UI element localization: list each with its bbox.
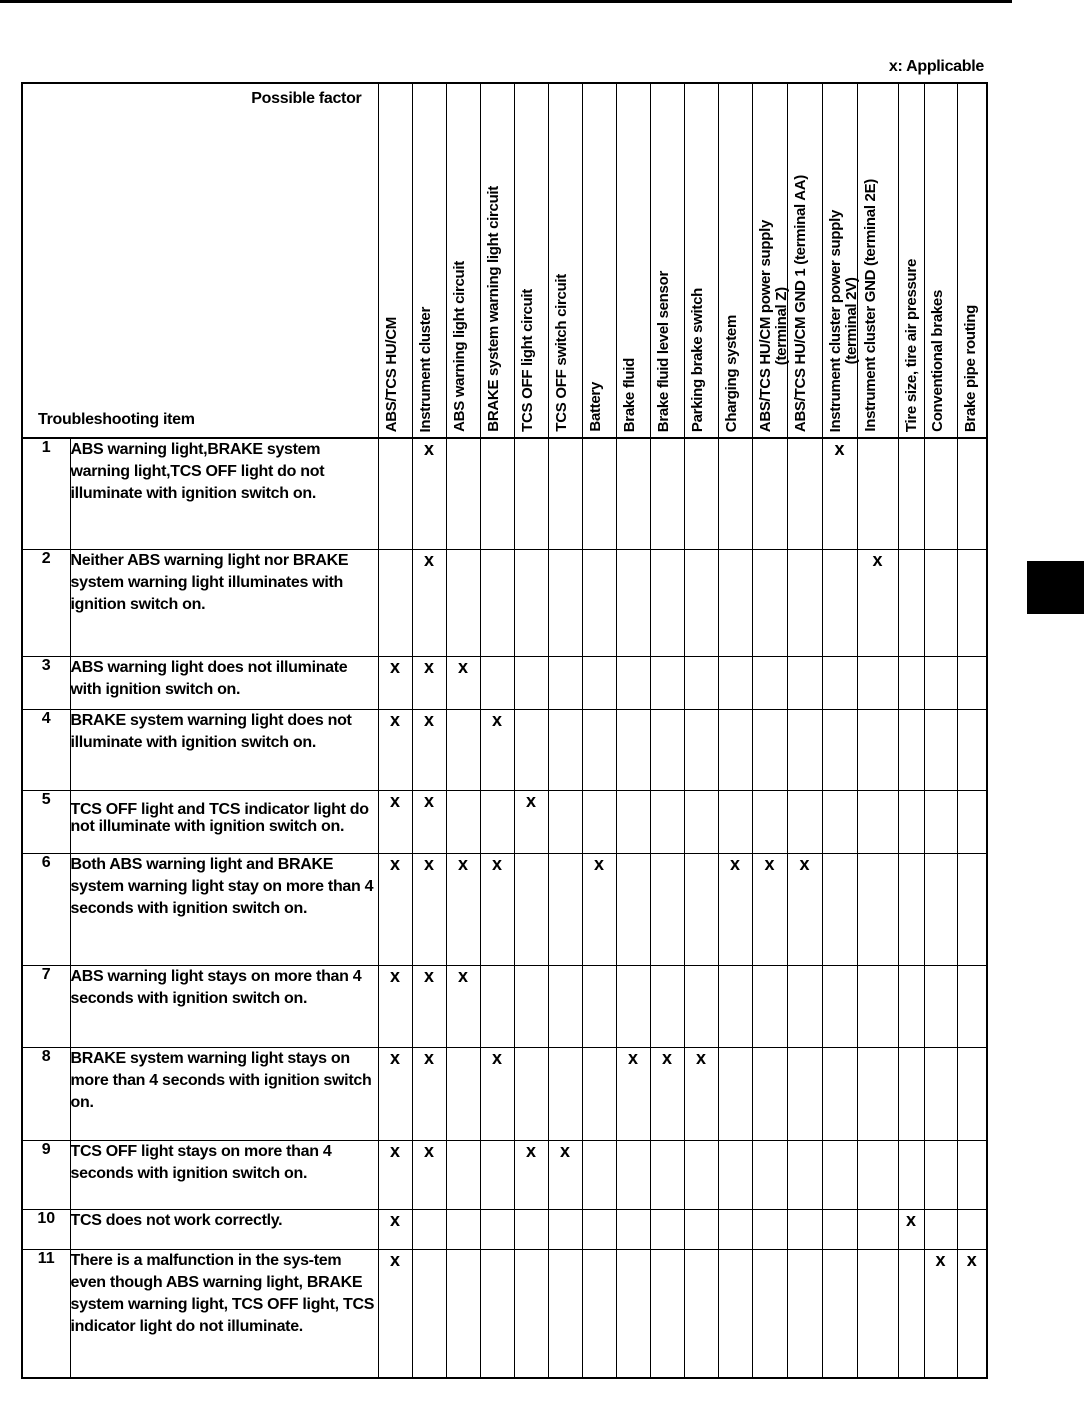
applicable-mark-cell [684,549,718,656]
applicable-mark-cell: x [514,790,548,853]
factor-label: ABS warning light circuit [450,261,468,432]
factor-header-11 [718,83,752,438]
applicable-mark-cell [822,853,857,965]
applicable-mark-cell [548,1209,582,1249]
applicable-mark-cell [616,1140,650,1209]
applicable-mark-cell [752,1249,787,1378]
applicable-mark-cell: x [684,1047,718,1140]
applicable-mark-cell [616,965,650,1047]
applicable-mark-cell [752,709,787,790]
row-number: 8 [22,1047,70,1140]
applicable-mark-cell: x [446,656,480,709]
applicable-mark-cell [616,1249,650,1378]
applicable-mark-cell [718,1047,752,1140]
applicable-mark-cell: x [480,853,514,965]
applicable-mark-cell [957,790,987,853]
applicable-mark-cell [684,1249,718,1378]
applicable-mark-cell: x [378,656,412,709]
factor-header-row [22,83,987,438]
factor-header-3 [446,83,480,438]
applicable-mark-cell [650,1249,684,1378]
applicable-mark-cell [548,790,582,853]
applicable-mark-cell: x [412,790,446,853]
applicable-mark-cell: x [957,1249,987,1378]
applicable-mark-cell [718,1140,752,1209]
troubleshooting-item-text: ABS warning light,BRAKE system warning light,TCS OFF light do not illuminate with ignition switch on. [70,438,378,549]
applicable-mark-cell [924,1209,957,1249]
troubleshooting-item-text: ABS warning light does not illuminate with ignition switch on. [70,656,378,709]
applicable-mark-cell: x [378,1249,412,1378]
possible-factor-label: Possible factor [251,90,362,107]
applicable-mark-cell [924,853,957,965]
applicable-mark-cell: x [898,1209,924,1249]
applicable-mark-cell [718,438,752,549]
applicable-mark-cell [957,438,987,549]
applicable-mark-cell [480,656,514,709]
factor-label: TCS OFF switch circuit [552,274,570,432]
applicable-mark-cell [898,1047,924,1140]
applicable-mark-cell [480,1140,514,1209]
factor-label: Brake fluid [620,357,638,432]
table-row [22,438,987,549]
factor-header-17 [924,83,957,438]
factor-header-12 [752,83,790,438]
applicable-mark-cell [548,1047,582,1140]
applicable-mark-cell [718,709,752,790]
applicable-mark-cell [822,709,857,790]
applicable-mark-cell: x [548,1140,582,1209]
applicable-mark-cell [514,853,548,965]
applicable-mark-cell [548,1249,582,1378]
applicable-mark-cell [857,438,898,549]
row-number: 3 [22,656,70,709]
applicable-mark-cell [924,790,957,853]
factor-label: ABS/TCS HU/CM [382,316,400,432]
applicable-mark-cell [480,790,514,853]
applicable-mark-cell: x [378,1047,412,1140]
applicable-mark-cell [857,1140,898,1209]
applicable-mark-cell [718,549,752,656]
row-number: 2 [22,549,70,656]
table-row [22,965,987,1047]
applicable-mark-cell [898,965,924,1047]
factor-header-9 [650,83,684,438]
applicable-mark-cell [480,965,514,1047]
applicable-mark-cell [924,438,957,549]
applicable-mark-cell [582,549,616,656]
applicable-mark-cell [650,549,684,656]
applicable-mark-cell [446,438,480,549]
header-corner-cell [22,83,378,438]
applicable-mark-cell [514,438,548,549]
applicable-mark-cell [412,1209,446,1249]
applicable-mark-cell [650,709,684,790]
table-row [22,1140,987,1209]
applicable-mark-cell [752,1209,787,1249]
applicable-mark-cell [616,790,650,853]
table-row [22,1209,987,1249]
applicable-mark-cell: x [378,709,412,790]
applicable-mark-cell: x [378,965,412,1047]
applicable-mark-cell [378,438,412,549]
applicable-mark-cell [514,549,548,656]
applicable-mark-cell: x [480,1047,514,1140]
table-row [22,790,987,853]
applicable-mark-cell [857,790,898,853]
applicable-mark-cell [480,438,514,549]
table-row [22,1249,987,1378]
applicable-mark-cell [898,709,924,790]
applicable-mark-cell [616,853,650,965]
applicable-mark-cell [752,1140,787,1209]
troubleshooting-item-text: BRAKE system warning light stays on more than 4 seconds with ignition switch on. [70,1047,378,1140]
applicable-mark-cell [650,853,684,965]
factor-label: TCS OFF light circuit [518,289,536,432]
applicable-mark-cell: x [857,549,898,656]
applicable-mark-cell: x [412,709,446,790]
factor-header-10 [684,83,718,438]
applicable-mark-cell [684,853,718,965]
table-row [22,549,987,656]
applicable-mark-cell [752,549,787,656]
applicable-mark-cell [548,709,582,790]
applicable-mark-cell [582,709,616,790]
factor-header-13 [787,83,822,438]
applicable-mark-cell [514,709,548,790]
factor-label: Charging system [722,314,740,432]
row-number: 11 [22,1249,70,1378]
applicable-mark-cell: x [412,1047,446,1140]
factor-header-7 [582,83,616,438]
row-number: 10 [22,1209,70,1249]
applicable-mark-cell [924,549,957,656]
applicable-mark-cell [957,709,987,790]
applicable-mark-cell [548,656,582,709]
applicable-mark-cell [787,709,822,790]
applicable-mark-cell [616,549,650,656]
applicable-mark-cell [446,1209,480,1249]
applicable-mark-cell [787,1249,822,1378]
troubleshooting-item-text: TCS OFF light and TCS indicator light do not illuminate with ignition switch on. [70,790,378,853]
applicable-mark-cell [822,965,857,1047]
applicable-mark-cell: x [650,1047,684,1140]
applicable-mark-cell: x [412,438,446,549]
factor-label: Brake fluid level sensor [654,270,672,432]
applicable-mark-cell [582,965,616,1047]
factor-label: BRAKE system warning light circuit [484,186,502,432]
applicable-mark-cell [446,1047,480,1140]
applicable-mark-cell [650,656,684,709]
applicable-mark-cell [684,1140,718,1209]
applicable-mark-cell [857,1249,898,1378]
applicable-mark-cell [616,656,650,709]
applicable-mark-cell [446,1140,480,1209]
applicable-mark-cell [822,1249,857,1378]
applicable-mark-cell [650,1209,684,1249]
applicable-mark-cell: x [446,853,480,965]
applicable-mark-cell [718,965,752,1047]
factor-header-14 [822,83,860,438]
factor-header-4 [480,83,514,438]
factor-label: Instrument cluster GND (terminal 2E) [861,179,879,432]
applicable-mark-cell [857,1047,898,1140]
applicable-mark-cell [582,656,616,709]
applicable-mark-cell [787,1209,822,1249]
applicable-mark-cell [957,853,987,965]
factor-label: ABS/TCS HU/CM power supply (terminal Z) [756,219,790,432]
applicable-mark-cell [480,1209,514,1249]
applicable-mark-cell [514,656,548,709]
applicable-mark-cell: x [378,790,412,853]
applicable-mark-cell [924,1140,957,1209]
applicable-mark-cell [898,1140,924,1209]
table-row [22,656,987,709]
applicable-mark-cell [718,656,752,709]
factor-label: Instrument cluster [416,306,434,432]
applicable-mark-cell: x [378,1209,412,1249]
applicable-mark-cell [684,965,718,1047]
applicable-mark-cell [857,656,898,709]
applicable-mark-cell: x [787,853,822,965]
applicable-mark-cell [480,1249,514,1378]
factor-header-8 [616,83,650,438]
factor-header-6 [548,83,582,438]
row-number: 6 [22,853,70,965]
applicable-mark-cell [957,656,987,709]
applicable-mark-cell [616,438,650,549]
applicable-mark-cell [924,1047,957,1140]
applicable-mark-cell [752,438,787,549]
applicable-mark-cell: x [412,965,446,1047]
applicable-mark-cell [957,965,987,1047]
applicable-mark-cell [582,1047,616,1140]
factor-label: ABS/TCS HU/CM GND 1 (terminal AA) [791,174,809,432]
applicable-mark-cell [582,438,616,549]
applicable-mark-cell [898,656,924,709]
troubleshooting-item-label: Troubleshooting item [38,411,195,428]
applicable-mark-cell [857,853,898,965]
applicable-mark-cell [957,549,987,656]
applicable-mark-cell [822,790,857,853]
factor-header-15 [857,83,898,438]
applicable-mark-cell [548,549,582,656]
troubleshooting-matrix [21,82,988,1379]
applicable-mark-cell [684,438,718,549]
applicable-mark-cell [582,790,616,853]
applicable-mark-cell: x [412,549,446,656]
applicable-mark-cell [446,549,480,656]
applicable-mark-cell [957,1140,987,1209]
factor-label: Brake pipe routing [961,304,979,432]
applicable-mark-cell [514,1209,548,1249]
applicable-mark-cell [650,1140,684,1209]
applicable-mark-cell [718,790,752,853]
factor-label: Battery [586,382,604,432]
applicable-mark-cell [548,853,582,965]
applicable-mark-cell [514,965,548,1047]
applicable-mark-cell [857,1209,898,1249]
table-row [22,709,987,790]
applicable-mark-cell [378,549,412,656]
row-number: 5 [22,790,70,853]
applicable-mark-cell [684,656,718,709]
applicable-mark-cell [650,965,684,1047]
applicable-mark-cell: x [412,656,446,709]
applicable-mark-cell [514,1249,548,1378]
applicable-mark-cell [718,1249,752,1378]
applicable-mark-cell [898,1249,924,1378]
table-row [22,853,987,965]
applicable-mark-cell: x [378,853,412,965]
applicable-mark-cell: x [924,1249,957,1378]
applicable-mark-cell [822,549,857,656]
applicable-mark-cell [582,1209,616,1249]
row-number: 1 [22,438,70,549]
factor-header-18 [957,83,987,438]
applicable-mark-cell [898,549,924,656]
applicable-mark-cell [616,709,650,790]
row-number: 9 [22,1140,70,1209]
applicable-mark-cell [446,1249,480,1378]
applicable-mark-cell [480,549,514,656]
applicable-mark-cell [787,438,822,549]
applicable-mark-cell [857,965,898,1047]
applicable-mark-cell: x [822,438,857,549]
factor-header-1 [378,83,412,438]
applicable-mark-cell [650,790,684,853]
row-number: 4 [22,709,70,790]
factor-header-2 [412,83,446,438]
applicable-mark-cell [924,709,957,790]
applicable-mark-cell [548,438,582,549]
applicable-mark-cell [718,1209,752,1249]
top-rule [0,0,1012,3]
applicable-mark-cell [684,1209,718,1249]
troubleshooting-item-text: Neither ABS warning light nor BRAKE system warning light illuminates with ignition switch on. [70,549,378,656]
applicable-mark-cell [822,1140,857,1209]
factor-label: Tire size, tire air pressure [902,258,920,432]
applicable-mark-cell: x [446,965,480,1047]
troubleshooting-item-text: ABS warning light stays on more than 4 seconds with ignition switch on. [70,965,378,1047]
troubleshooting-item-text: There is a malfunction in the sys-tem even though ABS warning light, BRAKE system warning light, TCS OFF light, TCS indicator light do not illuminate. [70,1249,378,1378]
applicable-mark-cell [822,1047,857,1140]
applicable-mark-cell [898,790,924,853]
troubleshooting-item-text: TCS OFF light stays on more than 4 seconds with ignition switch on. [70,1140,378,1209]
applicable-mark-cell [582,1249,616,1378]
applicable-mark-cell: x [582,853,616,965]
applicable-mark-cell [924,965,957,1047]
applicable-legend: x: Applicable [888,58,984,75]
applicable-mark-cell [787,965,822,1047]
troubleshooting-item-text: Both ABS warning light and BRAKE system warning light stay on more than 4 seconds with ignition switch on. [70,853,378,965]
applicable-mark-cell [514,1047,548,1140]
applicable-mark-cell [752,1047,787,1140]
applicable-mark-cell [924,656,957,709]
applicable-mark-cell [684,790,718,853]
applicable-mark-cell [857,709,898,790]
applicable-mark-cell: x [480,709,514,790]
applicable-mark-cell [787,656,822,709]
troubleshooting-item-text: TCS does not work correctly. [70,1209,378,1249]
factor-header-5 [514,83,548,438]
applicable-mark-cell [822,656,857,709]
troubleshooting-item-text: BRAKE system warning light does not illuminate with ignition switch on. [70,709,378,790]
applicable-mark-cell: x [718,853,752,965]
applicable-mark-cell [787,1047,822,1140]
factor-label: Conventional brakes [928,290,946,432]
applicable-mark-cell [412,1249,446,1378]
applicable-mark-cell [898,853,924,965]
applicable-mark-cell: x [616,1047,650,1140]
factor-label: Parking brake switch [688,287,706,432]
applicable-mark-cell [787,790,822,853]
applicable-mark-cell: x [412,853,446,965]
applicable-mark-cell [752,965,787,1047]
applicable-mark-cell [650,438,684,549]
applicable-mark-cell [957,1209,987,1249]
applicable-mark-cell [898,438,924,549]
applicable-mark-cell [582,1140,616,1209]
section-tab-marker [1027,561,1084,614]
applicable-mark-cell: x [378,1140,412,1209]
applicable-mark-cell: x [514,1140,548,1209]
factor-label: Instrument cluster power supply (terminal 2V) [826,209,860,432]
factor-header-16 [898,83,924,438]
applicable-mark-cell [446,709,480,790]
row-number: 7 [22,965,70,1047]
applicable-mark-cell [684,709,718,790]
applicable-mark-cell: x [412,1140,446,1209]
applicable-mark-cell: x [752,853,787,965]
applicable-mark-cell [787,1140,822,1209]
table-row [22,1047,987,1140]
applicable-mark-cell [752,790,787,853]
applicable-mark-cell [957,1047,987,1140]
applicable-mark-cell [446,790,480,853]
applicable-mark-cell [752,656,787,709]
applicable-mark-cell [548,965,582,1047]
applicable-mark-cell [616,1209,650,1249]
applicable-mark-cell [822,1209,857,1249]
applicable-mark-cell [787,549,822,656]
